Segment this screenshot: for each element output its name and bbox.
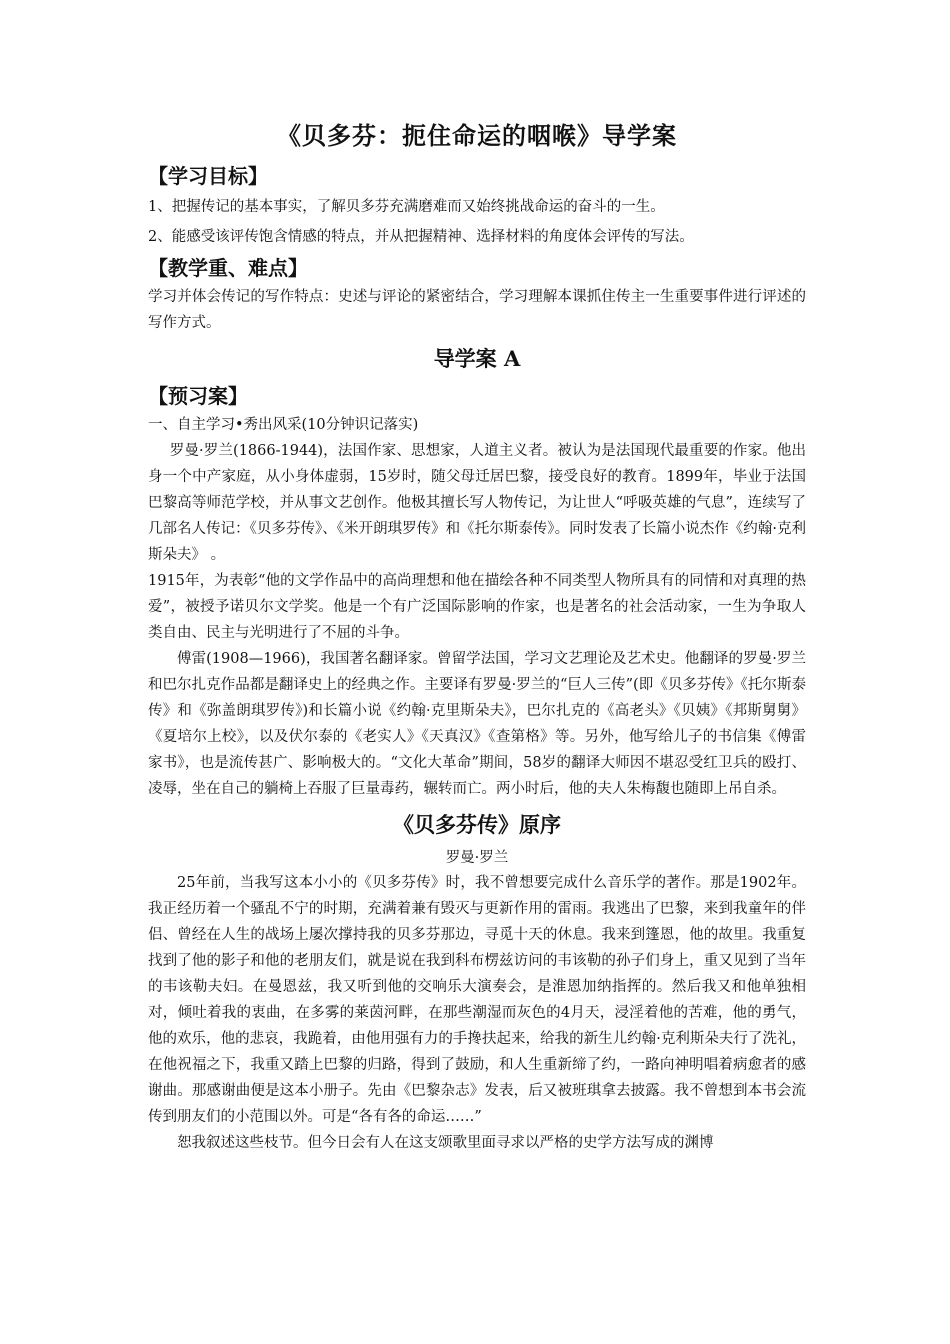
preface-author: 罗曼·罗兰	[445, 850, 509, 866]
objective-item: 2、能感受该评传饱含情感的特点，并从把握精神、选择材料的角度体会评传的写法。	[148, 229, 694, 245]
nobel-prize-paragraph: 1915年，为表彰“他的文学作品中的高尚理想和他在描绘各种不同类型人物所具有的同情和对真理的热爱”，被授予诺贝尔文学奖。他是一个有广泛国际影响的作家，也是著名的社会活动家，一生为争取人类自由、民主与光明进行了不屈的斗争。	[148, 573, 806, 641]
fu-lei-bio: 傅雷(1908—1966)，我国著名翻译家。曾留学法国，学习文艺理论及艺术史。他翻译的罗曼·罗兰和巴尔扎克作品都是翻译史上的经典之作。主要译有罗曼·罗兰的“巨人三传”(即《贝多芬传》《托尔斯泰传》和《弥盖朗琪罗传》)和长篇小说《约翰·克里斯朵夫》，巴尔扎克的《高老头》《贝姨》《邦斯舅舅》《夏培尔上校》，以及伏尔泰的《老实人》《天真汉》《查第格》等。另外，他写给儿子的书信集《傅雷家书》，也是流传甚广、影响极大的。“文化大革命”期间，58岁的翻译大师因不堪忍受红卫兵的殴打、凌辱，坐在自己的躺椅上吞服了巨量毒药，辗转而亡。两小时后，他的夫人朱梅馥也随即上吊自杀。	[148, 651, 806, 797]
learning-objectives-list	[148, 192, 806, 252]
preface-paragraph: 25年前，当我写这本小小的《贝多芬传》时，我不曾想要完成什么音乐学的著作。那是1902年。我正经历着一个骚乱不宁的时期，充满着兼有毁灭与更新作用的雷雨。我逃出了巴黎，来到我童年的伴侣、曾经在人生的战场上屡次撑持我的贝多芬那边，寻觅十天的休息。我来到篷恩，他的故里。我重复找到了他的影子和他的老朋友们，就是说在我到科布楞兹访问的韦该勒的孙子们身上，重又见到了当年的韦该勒夫妇。在曼恩兹，我又听到他的交响乐大演奏会，是淮恩加纳指挥的。然后我又和他单独相对，倾吐着我的衷曲，在多雾的莱茵河畔，在那些潮湿而灰色的4月天，浸淫着他的苦难，他的勇气，他的欢乐，他的悲哀，我跪着，由他用强有力的手搀扶起来，给我的新生儿约翰·克利斯朵夫行了洗礼，在他祝福之下，我重又踏上巴黎的归路，得到了鼓励，和人生重新缔了约，一路向神明唱着病愈者的感谢曲。那感谢曲便是这本小册子。先由《巴黎杂志》发表，后又被班琪拿去披露。我不曾想到本书会流传到朋友们的小范围以外。可是“各有各的命运……”	[148, 875, 806, 1125]
key-points-text: 学习并体会传记的写作特点：史述与评论的紧密结合，学习理解本课抓住传主一生重要事件进行评述的写作方式。	[148, 289, 806, 331]
part-a-title: 导学案 A	[433, 346, 521, 371]
document-body	[148, 118, 806, 1156]
preface-title: 《贝多芬传》原序	[393, 812, 561, 837]
preview-subheading: 一、自主学习•秀出风采(10分钟识记落实)	[148, 417, 419, 433]
romain-rolland-bio: 罗曼·罗兰(1866-1944)，法国作家、思想家，人道主义者。被认为是法国现代最重要的作家。他出身一个中产家庭，从小身体虚弱，15岁时，随父母迁居巴黎，接受良好的教育。1899年，毕业于法国巴黎高等师范学校，并从事文艺创作。他极其擅长写人物传记，为让世人“呼吸英雄的气息”，连续写了几部名人传记：《贝多芬传》、《米开朗琪罗传》和《托尔斯泰传》。同时发表了长篇小说杰作《约翰·克利斯朵夫》 。	[148, 443, 806, 563]
key-points-heading: 【教学重、难点】	[148, 256, 308, 280]
document-title: 《贝多芬：扼住命运的咽喉》导学案	[277, 121, 677, 150]
learning-objectives-heading: 【学习目标】	[148, 164, 268, 188]
preview-heading: 【预习案】	[148, 384, 248, 408]
preface-paragraph: 恕我叙述这些枝节。但今日会有人在这支颂歌里面寻求以严格的史学方法写成的渊博	[177, 1135, 714, 1151]
objective-item: 1、把握传记的基本事实，了解贝多芬充满磨难而又始终挑战命运的奋斗的一生。	[148, 199, 665, 215]
